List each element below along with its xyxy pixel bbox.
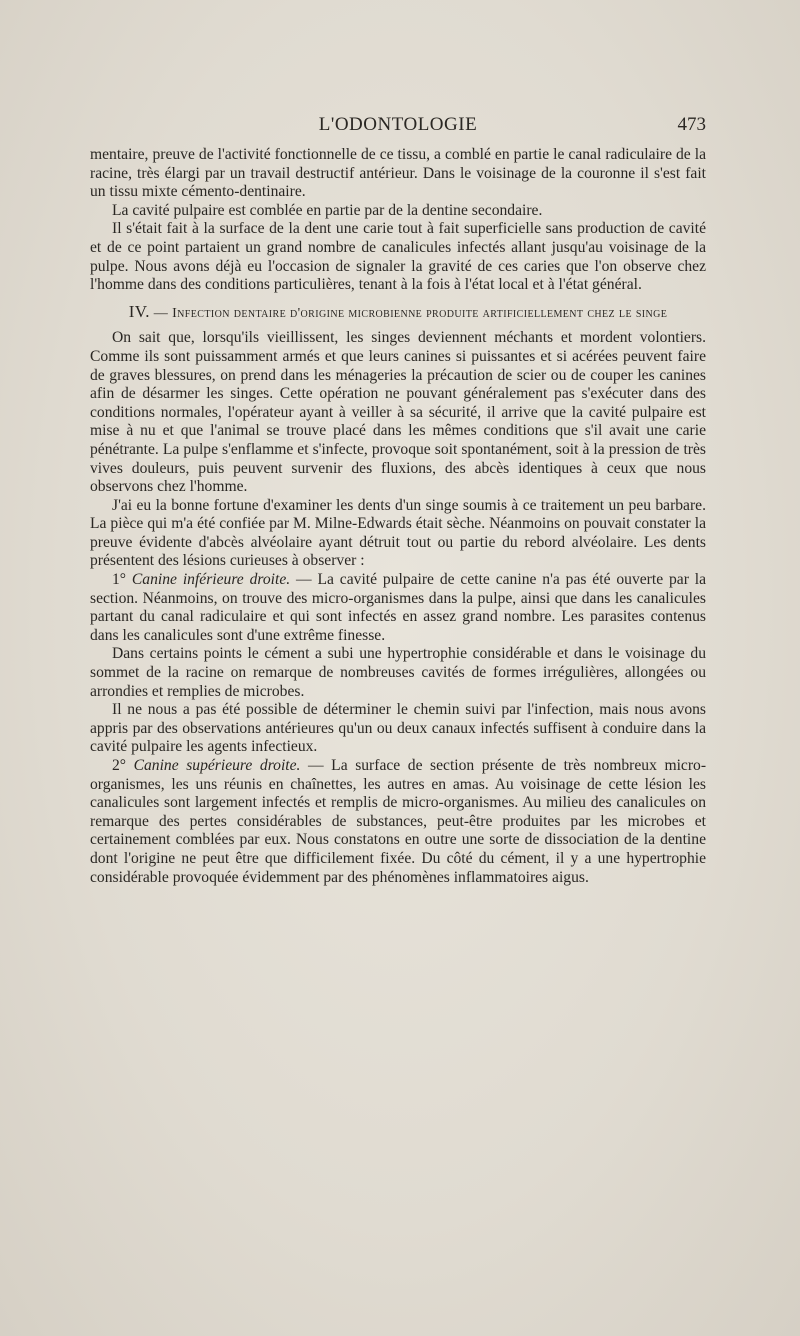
- item-2-label: 2°: [112, 757, 134, 774]
- section-dash: —: [153, 305, 169, 321]
- item-1-text: — La cavité pulpaire de cette canine n'a pas été ouverte par la section. Néanmoins, on trouve des micro-organismes dans la pulpe, ainsi que dans les canalicules partant du canal radiculaire et qui sont infectés en assez grand nombre. Les parasites contenus dans les canalicules sont d'une extrême finesse.: [90, 571, 707, 644]
- paragraph: Dans certains points le cément a subi une hypertrophie considérable et dans le voisinage du sommet de la racine on remarque de nombreuses cavités de formes irrégulières, allongées ou arrondies et remplies de microbes.: [90, 645, 706, 700]
- paragraph: La cavité pulpaire est comblée en partie par de la dentine secondaire.: [112, 201, 543, 219]
- paragraph-continuation: mentaire, preuve de l'activité fonctionnelle de ce tissu, a comblé en partie le canal radiculaire de la racine, très élargi par un travail destructif antérieur. Dans le voisinage de la couronne il s'est fait un tissu mixte cémento-dentinaire.: [90, 146, 706, 201]
- paragraph: Il s'était fait à la surface de la dent une carie tout à fait superficielle sans production de cavité et de ce point partaient un grand nombre de canalicules infectés allant jusqu'au voisinage de la pulpe. Nous avons déjà eu l'occasion de signaler la gravité de ces caries que l'on observe chez l'homme dans des conditions particulières, tenant à la fois à l'état local et à l'état général.: [90, 220, 706, 294]
- paragraph: J'ai eu la bonne fortune d'examiner les dents d'un singe soumis à ce traitement un peu barbare. La pièce qui m'a été confiée par M. Milne-Edwards était sèche. Néanmoins on pouvait constater la preuve évidente d'abcès alvéolaire ayant détruit tout ou partie du rebord alvéolaire. Les dents présentent des lésions curieuses à observer :: [90, 496, 706, 570]
- section-number: IV.: [128, 301, 150, 321]
- page-number: 473: [677, 114, 706, 135]
- paragraph: Il ne nous a pas été possible de déterminer le chemin suivi par l'infection, mais nous avons appris par des observations antérieures qu'un ou deux canaux infectés suffisent à conduire dans la cavité pulpaire les agents infectieux.: [90, 701, 706, 756]
- item-1-label: 1°: [112, 571, 132, 589]
- paragraph: On sait que, lorsqu'ils vieillissent, les singes deviennent méchants et mordent volontiers. Comme ils sont puissamment armés et que leurs canines si puissantes et si acérées peuvent faire de graves blessures, on prend dans les ménageries la précaution de scier ou de couper les canines afin de désarmer les singes. Cette opération ne pouvant généralement pas s'exécuter dans des conditions normales, l'opérateur ayant à veiller à sa sécurité, il arrive que la cavité pulpaire est mise à nu et que l'animal se trouve placé dans les mêmes conditions que s'il avait une carie pénétrante. La pulpe s'enflamme et s'infecte, provoque soit spontanément, soit à la pression de très vives douleurs, puis peuvent survenir des fluxions, des abcès identiques à ceux que nous observons chez l'homme.: [90, 329, 706, 496]
- body-text: [90, 146, 706, 887]
- item-2-heading: Canine supérieure droite.: [133, 757, 301, 774]
- numbered-item-1: [90, 571, 706, 645]
- item-1-heading: Canine inférieure droite.: [131, 571, 291, 589]
- section-title: Infection dentaire d'origine microbienne produite artificiellement chez le singe: [172, 305, 668, 321]
- item-2-text: — La surface de section présente de très nombreux micro-organismes, les uns réunis en chaînettes, les autres en amas. Au voisinage de cette lésion les canalicules sont largement infectés et remplis de micro-organismes. Au milieu des canalicules on remarque des pertes considérables de substances, peut-être produites par les microbes et certainement comblées par eux. Nous constatons en outre une sorte de dissociation de la dentine dont l'origine ne peut être que difficilement fixée. Du côté du cément, il y a une hypertrophie considérable provoquée évidemment par des phénomènes inflammatoires aigus.: [90, 757, 707, 886]
- running-title: L'ODONTOLOGIE: [318, 114, 478, 135]
- page-header: [90, 112, 706, 140]
- numbered-item-2: [90, 757, 706, 887]
- section-heading: [90, 303, 706, 324]
